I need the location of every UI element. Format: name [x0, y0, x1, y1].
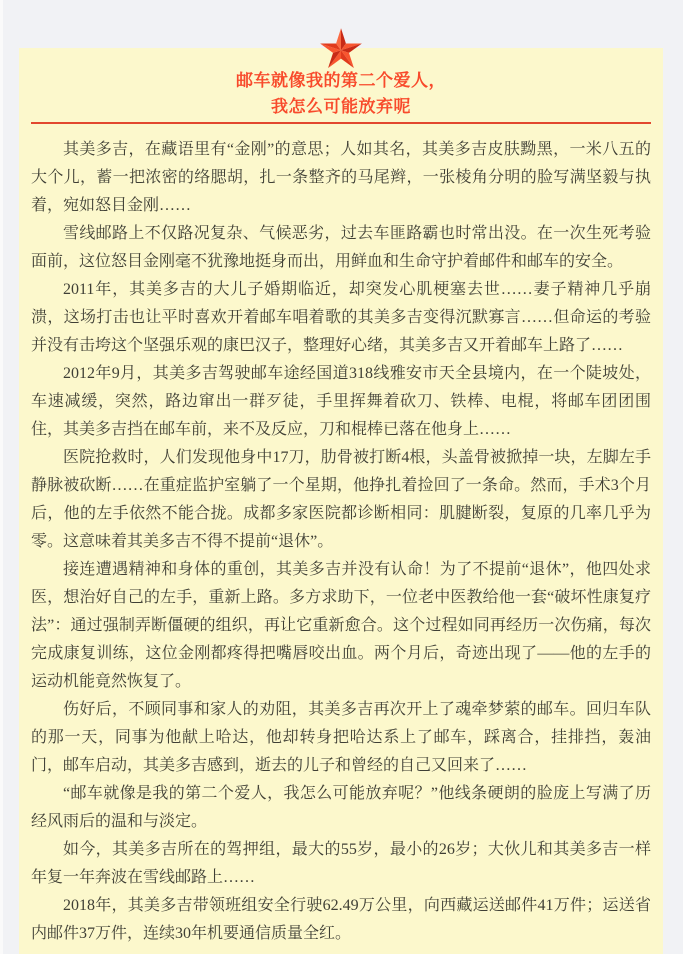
- article-paragraph: 伤好后，不顾同事和家人的劝阻，其美多吉再次开上了魂牵梦萦的邮车。回归车队的那一天，同事为他献上哈达，他却转身把哈达系上了邮车，踩离合，挂排挡，轰油门，邮车启动，其美多吉感到，逝去的儿子和曾经的自己又回来了……: [31, 701, 651, 774]
- article-paragraph: 2018年，其美多吉带领班组安全行驶62.49万公里，向西藏运送邮件41万件；运送省内邮件37万件，连续30年机要通信质量全红。: [31, 897, 651, 942]
- article-paragraph: 其美多吉，在藏语里有“金刚”的意思；人如其名，其美多吉皮肤黝黑，一米八五的大个儿，蓄一把浓密的络腮胡，扎一条整齐的马尾辫，一张棱角分明的脸写满坚毅与执着，宛如怒目金刚……: [31, 141, 651, 214]
- title-line-2: 我怎么可能放弃呢: [271, 97, 411, 116]
- article-paragraph: 医院抢救时，人们发现他身中17刀，肋骨被打断4根，头盖骨被掀掉一块，左脚左手静脉被砍断……在重症监护室躺了一个星期，他挣扎着捡回了一条命。然而，手术3个月后，他的左手依然不能合拢。成都多家医院都诊断相同：肌腱断裂，复原的几率几乎为零。这意味着其美多吉不得不提前“退休”。: [31, 449, 651, 550]
- article-card: [19, 48, 663, 954]
- article-paragraph: 2012年9月，其美多吉驾驶邮车途经国道318线雅安市天全县境内，在一个陡坡处，车速减缓，突然，路边窜出一群歹徒，手里挥舞着砍刀、铁棒、电棍，将邮车团团围住，其美多吉挡在邮车前，来不及反应，刀和棍棒已落在他身上……: [31, 365, 651, 438]
- title-line-1: 邮车就像我的第二个爱人，: [236, 71, 446, 90]
- page-left-edge: [0, 0, 3, 954]
- article-paragraph: 接连遭遇精神和身体的重创，其美多吉并没有认命！为了不提前“退休”，他四处求医，想治好自己的左手，重新上路。多方求助下，一位老中医教给他一套“破坏性康复疗法”：通过强制弄断僵硬的组织，再让它重新愈合。这个过程如同再经历一次伤痛，每次完成康复训练，这位金刚都疼得把嘴唇咬出血。两个月后，奇迹出现了——他的左手的运动机能竟然恢复了。: [31, 561, 651, 690]
- red-star-icon: [319, 27, 363, 70]
- article-paragraph: 雪线邮路上不仅路况复杂、气候恶劣，过去车匪路霸也时常出没。在一次生死考验面前，这位怒目金刚毫不犹豫地挺身而出，用鲜血和生命守护着邮件和邮车的安全。: [31, 225, 651, 270]
- article-paragraph: 如今，其美多吉所在的驾押组，最大的55岁，最小的26岁；大伙儿和其美多吉一样年复一年奔波在雪线邮路上……: [31, 841, 651, 886]
- article-body: [31, 124, 651, 948]
- article-paragraph: 2011年，其美多吉的大儿子婚期临近，却突发心肌梗塞去世……妻子精神几乎崩溃，这场打击也让平时喜欢开着邮车唱着歌的其美多吉变得沉默寡言……但命运的考验并没有击垮这个坚强乐观的康巴汉子，整理好心绪，其美多吉又开着邮车上路了……: [31, 281, 651, 354]
- article-paragraph: “邮车就像是我的第二个爱人，我怎么可能放弃呢？”他线条硬朗的脸庞上写满了历经风雨后的温和与淡定。: [31, 785, 651, 830]
